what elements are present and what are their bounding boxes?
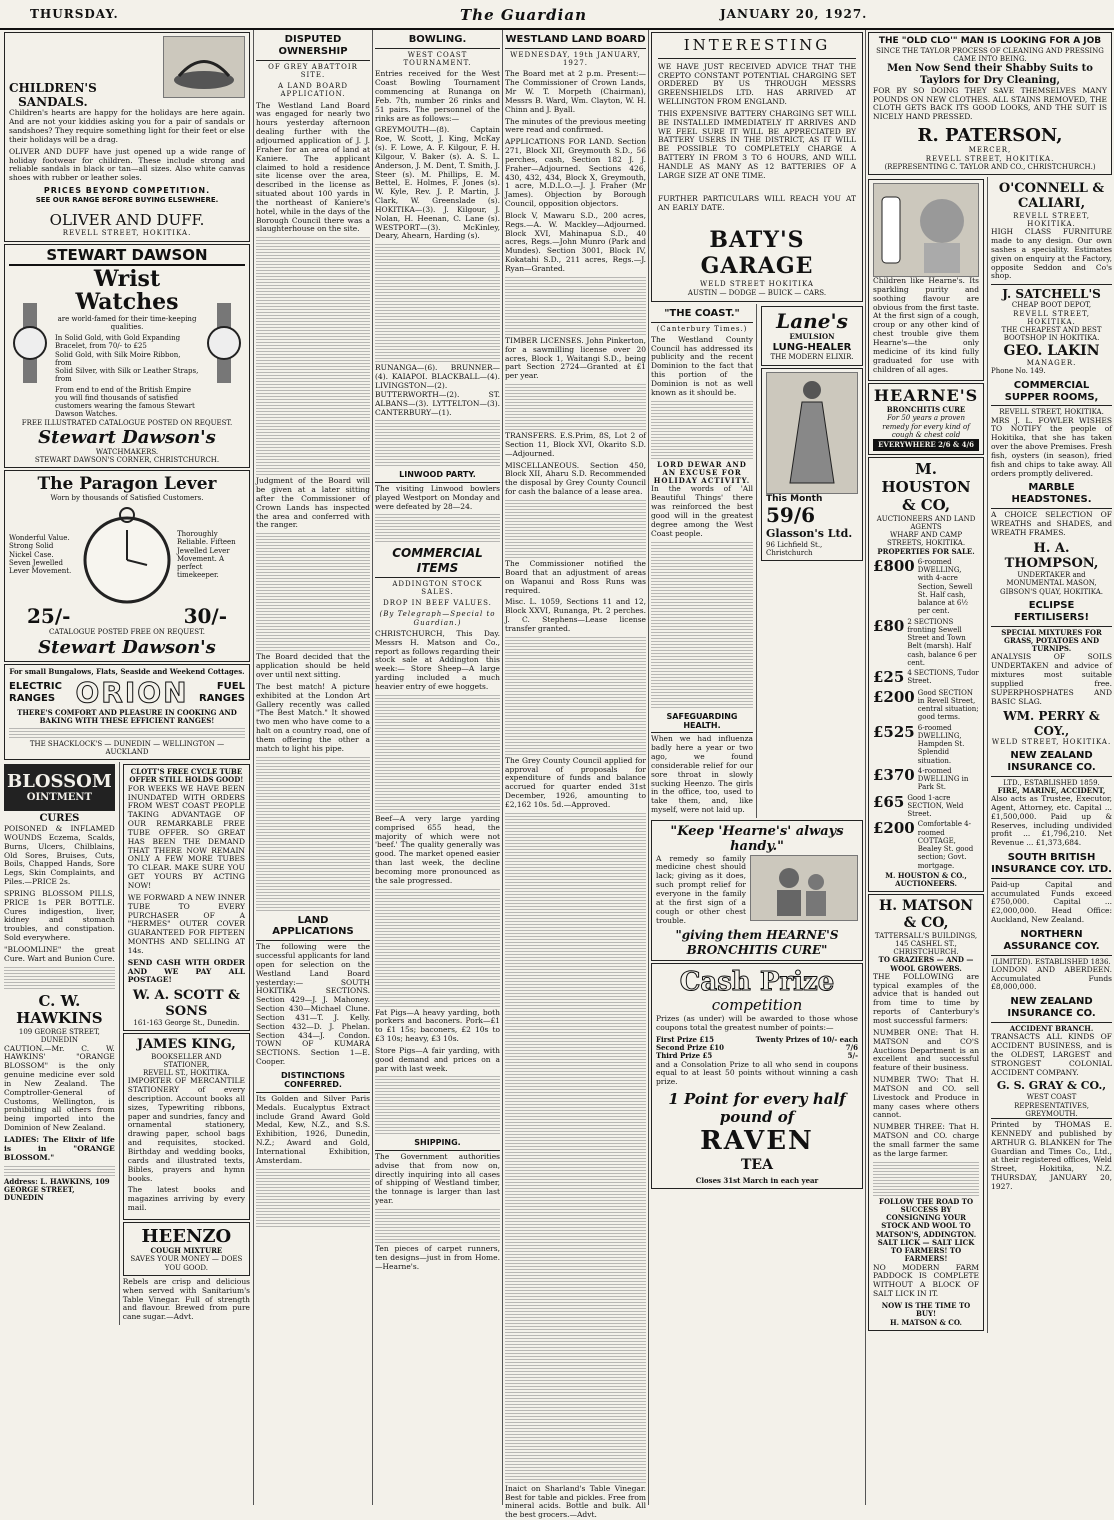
oc-name: O'CONNELL & CALIARI, [998, 181, 1105, 212]
property-price: £800 [873, 556, 915, 575]
paterson-rep: (REPRESENTING C. TAYLOR AND CO., CHRISTCHURCH.) [884, 162, 1096, 171]
masthead-paper: The Guardian [460, 6, 587, 24]
children-price: PRICES BEYOND COMPETITION. [43, 186, 211, 196]
watch-icon-2 [203, 303, 245, 383]
matson-name: H. MATSON & CO, [878, 898, 974, 931]
property-item [873, 558, 979, 616]
matson-p3: NUMBER TWO: That H. MATSON and CO. sell Livestock and Produce in many cases where others cannot. [873, 1075, 980, 1120]
column-4 [505, 30, 646, 1520]
houston-address: WHARF AND CAMP STREETS, HOKITIKA. [886, 531, 966, 548]
bowling-head: BOWLING. [375, 34, 500, 49]
sd-line-1: In Solid Gold, with Gold Expanding Bracelet, from 70/- to £25 [55, 334, 181, 351]
satchell-sub: CHEAP BOOT DEPOT, [1011, 301, 1092, 310]
baty-garage: BATY'S GARAGE [700, 227, 814, 280]
commercial-head: COMMERCIAL ITEMS [375, 546, 500, 577]
coast-p2: LORD DEWAR AND AN EXCUSE FOR HOLIDAY ACTIVITY. [653, 459, 751, 486]
column-2-inner [119, 762, 250, 1325]
lane-glasson-column [761, 304, 863, 818]
sd-line-3: Solid Silver, with Silk or Leather Straps, from [55, 367, 199, 384]
land-head: LAND APPLICATIONS [256, 915, 370, 942]
ladies: LADIES: The Elixir of life is in "ORANGE BLOSSOM." [4, 1135, 115, 1162]
raven-vinegar-note: Inaict on Sharland's Table Vinegar. Best for table and pickles. Free from mineral acids. Bottle and bulk. All the best grocers.—Advt. [505, 1483, 646, 1520]
gray-name: G. S. GRAY & CO., [996, 1079, 1107, 1093]
glasson-price: 59/6 [766, 503, 816, 528]
disputed-p2: Judgment of the Board will be given at a later sitting after the Commissioner of Crown Lands has inspected the area and conferred with the ranger. [256, 476, 370, 530]
property-item [873, 767, 979, 792]
matson-p1: THE FOLLOWING are typical examples of the advice that is handed out from time to time by reports of Canterbury's most successful farmers: [873, 971, 980, 1025]
commercial-p4: Store Pigs—A fair yarding, with good demand and prices on a par with last week. [375, 1045, 500, 1073]
matson-p2: NUMBER ONE: That H. MATSON and CO'S Auctions Department is an excellent and successful feature of their business. [873, 1027, 980, 1073]
column-2 [256, 30, 370, 1505]
property-text: Good SECTION in Revell Street, central situation; good terms. [917, 688, 979, 722]
col3-foot: Ten pieces of carpet runners, ten designs—just in from Home.—Hearne's. [375, 1243, 500, 1271]
property-price: £25 [873, 668, 905, 687]
keep-head: "Keep 'Hearne's' always handy." [670, 823, 844, 855]
glasson-name: Glasson's Ltd. [766, 526, 853, 540]
lakin-name: GEO. LAKIN [1003, 342, 1100, 359]
pl-catalogue: CATALOGUE POSTED FREE ON REQUEST. [49, 628, 205, 637]
wlb-p7: MISCELLANEOUS. Section 450, Block XII, Aharu S.D. Recommended the disposal by Grey County Council for cash the balance of a lease area. [505, 460, 646, 497]
land-body: The following were the successful applicants for land open for selection on the Westland Land Board yesterday:— SOUTH HOKITIKA SECTIONS. Section 429—J. J. Mahoney. Section 430—Michael Clune. Section 431—T. J. Kelly. Section 432—D. J. Phelan. Section 434—J. Condon. TOWN OF KUMARA SECTIONS. Section 1—E. Cooper. [256, 942, 370, 1067]
linwood-head: LINWOOD PARTY. [375, 470, 500, 482]
property-item [873, 724, 979, 765]
property-text: 4 SECTIONS, Tudor Street. [907, 669, 979, 686]
second-prize: Second Prize £10 [656, 1043, 724, 1052]
property-text: 6-roomed DWELLING, with 4-acre Section, Sewell St. Half cash, balance at 6½ per cent. [917, 557, 973, 616]
bowling-more: RUNANGA—(6). BRUNNER—(4). KAIAPOI. BLACKBALL—(4). LIVINGSTON—(2). BUTTERWORTH—(2). ST. ALBANS—(3). LYTTELTON—(3). CANTERBURY—(1). [375, 363, 500, 417]
property-text: 2 SECTIONS fronting Sewell Street and Town Belt (marsh). Half cash, balance 6 per cent. [907, 617, 977, 667]
distinctions-head: DISTINCTIONS CONFERRED. [256, 1071, 370, 1093]
paterson-mercer: MERCER, [968, 146, 1012, 155]
nzins2-head: NEW ZEALAND INSURANCE CO. [991, 996, 1112, 1023]
blossom-body: POISONED & INFLAMED WOUNDS Eczema, Scalds, Burns, Ulcers, Chilblains, Old Sores, Bruises, Cuts, Boils, Chapped Hands, Sore Legs, Skin Complaints, and Piles.—PRICE 2s. [4, 824, 115, 887]
heenzo-sub: COUGH MIXTURE [150, 1246, 223, 1256]
wlb-p6: TRANSFERS. E.S.Prim, 8S, Lot 2 of Section 11, Block XVI, Okarito S.D.—Adjourned. [505, 431, 646, 458]
keep-body: A remedy so family medicine chest should lack; giving as it does, such prompt relief for everyone in the family at the first sign of a cough or other chest trouble. [656, 853, 746, 925]
property-item [873, 820, 979, 870]
commercial-sub-2: DROP IN BEEF VALUES. [383, 599, 492, 608]
interesting-ad [651, 32, 863, 302]
nzins-head: NEW ZEALAND INSURANCE CO. [991, 750, 1112, 777]
hawkins-body: CAUTION.—Mr. C. W. HAWKINS' "ORANGE BLOSSOM" is the only genuine medicine ever sold in New Zealand. The Comptroller-General of Customs, Wellington, is prohibiting all others from being imported into the Dominion of New Zealand. [4, 1043, 115, 1133]
wlb-p2: The minutes of the previous meeting were read and confirmed. [505, 116, 646, 135]
prize-5: 5/- [847, 1051, 858, 1061]
oliver-duff-address: REVELL STREET, HOKITIKA. [62, 229, 192, 238]
printed-line: Printed by THOMAS E. KENNEDY and published by ARTHUR G. BLANKEN for The Guardian and Times Co., Ltd., at their registered offices, Weld Street, Hokitika, N.Z. THURSDAY, JANUARY 20, 1927. [991, 1120, 1112, 1191]
column-1 [4, 30, 250, 1505]
cycle-tube-ad [123, 764, 250, 1031]
nzins-body: Also acts as Trustee, Executor, Agent, Attorney, etc. Capital ... £1,500,000. Paid up & Reserves, including undivided profit ... £1,796,210. Net Revenue ... £1,373,684. [991, 794, 1112, 848]
scott-name: W. A. SCOTT & SONS [132, 988, 240, 1019]
bowling-rinks: GREYMOUTH—(8). Captain Roe, W. Scott, J. King, McKay (s). F. Lowe, A. F. Kilgour, F. H. Kilgour, V. Baker (s). A. S. L. Anderson, J. M. Dent, T. Smith, J. Steer (s). M. Phillips, E. M. Bettel, E. Holmes, F. Jones (s). W. Kyle, Rev. J. P. Martin, J. Clark, W. Greenslade (s). HOKITIKA—(3). J. Kilgour, J. Nolan, H. Heenan, C. Lane (s). WESTPORT—(3). McKinley, Deary, Ahearn, Harding (s). [375, 125, 500, 241]
houston-foot: M. HOUSTON & CO., AUCTIONEERS. [885, 870, 967, 889]
interesting-head: INTERESTING [658, 37, 856, 59]
distinctions-body: Its Golden and Silver Paris Medals. Eucalyptus Extract include Grand Award Gold Medal, Kew, N.Z., and S.S. Exhibition, 1926, Dunedin, N.Z.; Award and Gold, International Exhibition, Amsterdam. [256, 1093, 370, 1165]
phone: Phone No. 149. [991, 367, 1046, 376]
property-item [873, 669, 979, 687]
cycle-p2: WE FORWARD A NEW INNER TUBE TO EVERY PURCHASER OF A "HERMES" OUTER COVER GUARANTEED FOR FIFTEEN MONTHS AND SELLING AT 14s. [127, 892, 245, 955]
baty-cars: AUSTIN — DODGE — BUICK — CARS. [687, 288, 827, 297]
orion-fuel: FUEL RANGES [198, 680, 245, 704]
wlb-head: WESTLAND LAND BOARD [505, 34, 646, 49]
property-item [873, 689, 979, 722]
consolation: and a Consolation Prize to all who send in coupons equal to at least 50 points without winning a cash prize. [656, 1059, 858, 1087]
heenzo-name: HEENZO [141, 1225, 232, 1247]
pl-left: Wonderful Value. Strong Solid Nickel Case. Seven Jewelled Lever Movement. [9, 534, 72, 576]
nzins-sub: LTD., ESTABLISHED 1859. [1003, 778, 1100, 787]
paterson-address: REVELL STREET, HOKITIKA. [925, 154, 1055, 163]
prize-7-6: 7/6 [845, 1043, 858, 1052]
cash-body: Prizes (as under) will be awarded to those whose coupons total the greatest number of points:— [656, 1014, 858, 1032]
houston-sale: PROPERTIES FOR SALE. [877, 546, 975, 556]
thompson-sub: UNDERTAKER and MONUMENTAL MASON, [1006, 571, 1097, 588]
property-price: £65 [873, 792, 905, 811]
blossom-ointment-ad [4, 764, 115, 811]
watch-icon [9, 303, 51, 383]
king-address: REVELL ST., HOKITIKA. [143, 1069, 230, 1077]
bloomline-body: "BLOOMLINE" the great Cure. Wart and Bunion Cure. [4, 945, 115, 963]
houston-sub: AUCTIONEERS AND LAND AGENTS [876, 514, 976, 531]
houston-name: M. HOUSTON & CO, [881, 460, 971, 514]
wlb-p1: The Board met at 2 p.m. Present:— The Commissioner of Crown Lands, Mr W. T. Morpeth (Chairman), Messrs B. Ward, Wm. Clayton, W. H. Chinn and J. Byall. [505, 69, 646, 114]
northern-body: LONDON AND ABERDEEN. Accumulated Funds £8,000,000. [991, 964, 1112, 992]
commercial-tel: (By Telegraph—Special to Guardian.) [379, 610, 496, 627]
pl-subtitle: Worn by thousands of Satisfied Customers. [50, 493, 204, 502]
marble-head: MARBLE HEADSTONES. [991, 482, 1112, 509]
children-subtitle: SANDALS. [18, 95, 88, 110]
pocket-watch-icon [77, 505, 177, 605]
perry-address: WELD STREET, HOKITIKA. [991, 737, 1112, 746]
sd-corner: STEWART DAWSON'S CORNER, CHRISTCHURCH. [34, 456, 220, 465]
column-6 [868, 30, 1112, 1505]
marble-body: A CHOICE SELECTION OF WREATHS and SHADES, and WREATH FRAMES. [991, 510, 1112, 537]
coast-column [651, 304, 757, 818]
scott-address: 161-163 George St., Dunedin. [133, 1018, 240, 1027]
blossom-name: BLOSSOM [7, 771, 112, 793]
sandal-icon [169, 42, 239, 92]
interesting-body-2: THIS EXPENSIVE BATTERY CHARGING SET WILL BE INSTALLED IMMEDIATELY IT ARRIVES AND WE FEEL SURE IT WILL BE APPRECIATED BY BATTERY USERS IN THE DISTRICT, AS IT WILL BE POSSIBLE TO COMPLETELY CHARGE A BATTERY IN FROM 3 TO 6 HOURS, AND WILL HANDLE AS MANY AS 12 BATTERIES OF A LARGE SIZE AT ONE TIME. [658, 108, 856, 180]
wlb-p5: TIMBER LICENSES. John Pinkerton, for a sawmilling license over 20 acres, Block 1, Waitangi S.D., being part Section 2724—Granted at £1 per year. [505, 335, 646, 381]
old-clo-ad [868, 32, 1112, 175]
children-body-2: OLIVER AND DUFF have just opened up a wide range of holiday footwear for children. These include strong and reliable sandals in black or tan—all sizes. Also white canvas shoes with rubber or leather soles. [9, 146, 245, 183]
cycle-body: FOR WEEKS WE HAVE BEEN INUNDATED WITH ORDERS FROM WEST COAST PEOPLE TAKING ADVANTAGE OF OUR REMARKABLE FREE TUBE OFFER. SO GREAT HAS BEEN THE DEMAND THAT THERE NOW REMAIN ONLY A FEW MORE TUBES TO CLEAR. MAKE SURE YOU GET YOURS BY ACTING NOW! [127, 783, 245, 890]
orion-foot: THE SHACKLOCK'S — DUNEDIN — WELLINGTON — AUCKLAND [29, 739, 225, 756]
commercial-p2: Beef—A very large yarding comprised 655 head, the majority of which were not 'beef.' The quality generally was good. The market opened easier than last week, the decline becoming more pronounced as the sale progressed. [375, 813, 500, 885]
orion-ranges-ad [4, 664, 250, 760]
king-name: JAMES KING, [136, 1037, 236, 1053]
children-body: Children's hearts are happy for the holidays are here again. And are not your kiddies asking you for a pair of sandals or sandshoes? They require something light for their feet or else their holidays will be a drag. [9, 108, 245, 144]
matson-graziers: TO GRAZIERS — AND — WOOL GROWERS. [878, 955, 974, 973]
twenty-prizes: Twenty Prizes of 10/- each [755, 1034, 858, 1044]
first-prize: First Prize £15 [656, 1034, 715, 1044]
pl-price-2: 30/- [183, 603, 227, 628]
coast-p3: In the words of 'All Beautiful Things' there was reinforced the best good will in the greatest degree among the West Coast people. [651, 484, 753, 538]
baty-address: WELD STREET HOKITIKA [700, 280, 814, 289]
property-text: Good 1-acre SECTION, Weld Street. [907, 793, 964, 819]
commercial-p3: Fat Pigs—A heavy yarding, both porkers and baconers. Pork—£1 to £1 15s; baconers, £2 10s to £3 10s; heavy, £3 10s. [375, 1007, 500, 1044]
oldclo-sub: SINCE THE TAYLOR PROCESS OF CLEANING AND PRESSING CAME INTO BEING. [876, 46, 1104, 63]
property-item [873, 618, 979, 668]
pl-price-1: 25/- [27, 603, 71, 628]
coast-sub: (Canterbury Times.) [656, 324, 748, 333]
third-prize: Third Prize £5 [656, 1051, 713, 1061]
sd-head: STEWART DAWSON [9, 247, 245, 267]
competition-head: competition [711, 996, 803, 1015]
lane-name: Lane's [776, 308, 848, 333]
pl-title: The Paragon Lever [37, 473, 217, 494]
hearnes-children-ad [868, 179, 984, 381]
lakin-sub: MANAGER. [1026, 359, 1077, 368]
pl-right: Thoroughly Reliable. Fifteen Jewelled Lever Movement. A perfect timekeeper. [177, 530, 236, 580]
oldclo-body: Men Now Send their Shabby Suits to Taylors for Dry Cleaning, [887, 63, 1093, 86]
children-sandals-ad [4, 32, 250, 242]
nzins-fire: FIRE, MARINE, ACCIDENT, [997, 785, 1106, 795]
lane-foot: THE MODERN ELIXIR. [770, 353, 854, 362]
column-5 [651, 30, 863, 1505]
family-icon [764, 860, 844, 916]
cycle-head: CLOTT'S FREE CYCLE TUBE OFFER STILL HOLDS GOOD! [129, 767, 244, 785]
property-text: 4-roomed DWELLING in Park St. [917, 766, 969, 792]
coast-p1: The Westland County Council has addressed its publicity and the recent Dominion to the fact that this portion of the Dominion is not as well known as it should be. [651, 334, 753, 397]
satchell-address: REVELL STREET, HOKITIKA. [1013, 309, 1090, 326]
coast-head: "THE COAST." [651, 308, 753, 323]
salt-lick: SALT LICK — SALT LICK [877, 1237, 975, 1247]
family-illustration [750, 855, 858, 921]
stewart-dawson-watch-ad [4, 244, 250, 468]
keep-hearnes-ad [651, 820, 863, 961]
accident-head: ACCIDENT BRANCH. [1009, 1023, 1094, 1033]
child-illustration [873, 183, 979, 277]
heenzo-ad [123, 1222, 250, 1276]
sd-catalogue: FREE ILLUSTRATED CATALOGUE POSTED ON REQUEST. [21, 418, 233, 427]
bowling-p1: Entries received for the West Coast Bowling Tournament commencing at Runanga on Feb. 7th, number 26 rinks and 51 pairs. The personnel of the rinks are as follows:— [375, 69, 500, 123]
hawkins-name: C. W. HAWKINS [16, 991, 103, 1028]
masthead [0, 0, 1114, 30]
eclipse-sub: SPECIAL MIXTURES FOR GRASS, POTATOES AND TURNIPS. [1001, 627, 1102, 654]
csr-address: REVELL STREET, HOKITIKA. [999, 408, 1104, 417]
oldclo-head: THE "OLD CLO'" MAN IS LOOKING FOR A JOB [878, 36, 1102, 46]
linwood-p: The visiting Linwood bowlers played Westport on Monday and were defeated by 28—24. [375, 483, 500, 511]
safe-p: When we had influenza badly here a year or two ago, we found considerable relief for our sore throat in slowly sucking Heenzo. The girls in the office, too, used to take them, and, like myself, were not laid up. [651, 734, 753, 815]
commercial-p1: CHRISTCHURCH, This Day. Messrs H. Matson and Co., report as follows regarding their stock sale at Addington this week:— Store Sheep—A large yarding included a much heavier entry of ewe hoggets. [375, 628, 500, 691]
wlb-p3: APPLICATIONS FOR LAND. Section 271, Block XII, Greymouth S.D., 56 perches, cash, Section 182 J. J. Fraher—Adjourned. Sections 426, 430, 432, 434, Block X, Greymouth, 1 acre, M.D.L.O.—J. J. Fraher (Mr James). Objection by Borough Council, opposition objectors. [505, 137, 646, 209]
spring-body: SPRING BLOSSOM PILLS, PRICE 1s PER BOTTLE. Cures indigestion, liver, kidney and stomach troubles, and constipation. Sold everywhere. [4, 888, 115, 943]
property-text: Comfortable 4-roomed COTTAGE, Bealey St. good section; Govt. mortgage. [917, 820, 974, 870]
oldclo-p: FOR BY SO DOING THEY SAVE THEMSELVES MANY POUNDS ON NEW CLOTHES. ALL STAINS REMOVED, THE CLOTH GETS BACK ITS GOOD LOOKS, AND THE SUIT IS NICELY HAND PRESSED. [873, 85, 1107, 122]
dress-icon [782, 378, 842, 488]
col6-right [987, 177, 1112, 1333]
sd-watchmakers: WATCHMAKERS. [95, 448, 159, 457]
wlb-date: WEDNESDAY, 19th JANUARY, 1927. [510, 50, 641, 68]
pl-signature: Stewart Dawson's [38, 636, 216, 658]
glasson-ad [761, 368, 863, 562]
csr-head: COMMERCIAL SUPPER ROOMS, [991, 380, 1112, 407]
thompson-address: GIBSON'S QUAY, HOKITIKA. [1000, 587, 1103, 596]
hearnes-bronchitis-ad [868, 383, 984, 455]
hearne-name: HEARNE'S [873, 386, 979, 406]
col6-left [868, 177, 984, 1333]
closes-line: Closes 31st March in each year [695, 1175, 819, 1185]
matson-ad [868, 894, 984, 1330]
matson-follow: FOLLOW THE ROAD TO SUCCESS BY CONSIGNING YOUR STOCK AND WOOL TO MATSON'S, ADDINGTON. [875, 1196, 977, 1239]
property-price: £200 [873, 687, 915, 706]
property-item [873, 794, 979, 819]
wlb-p4: Block V, Mawaru S.D., 200 acres, Regs.—A. W. Mackley—Adjourned. Block XVI, Mahinapua S.D., 40 acres, Regs.—John Munro (Park and Mundes). Section 3001, Block IV, Kokatahi S.D., 211 acres, Regs.—J. Ryan—Granted. [505, 210, 646, 274]
hearne-ad: For 50 years a proven remedy for every kind of cough & chest cold [882, 414, 970, 439]
disputed-p1: The Westland Land Board was engaged for nearly two hours yesterday afternoon dealing further with the adjourned application of J. J. Fraher for an area of land at Kaniere. The applicant claimed to hold a residence site license over the area, described in the license as situated about 100 yards in the northeast of Kaniere's hotel, while in the days of the Borough Council there was a slaughterhouse on the site. [256, 100, 370, 234]
paterson-name: R. PATERSON, [917, 125, 1063, 147]
wlb-p8: The Commissioner notified the Board that an adjustment of areas on Wapanui and Ross Runs was required. [505, 558, 646, 595]
children-see: SEE OUR RANGE BEFORE BUYING ELSEWHERE. [35, 195, 219, 204]
dress-illustration [766, 372, 858, 494]
accident-body: TRANSACTS ALL KINDS OF ACCIDENT BUSINESS, and is the OLDEST, LARGEST and STRONGEST COLONIAL ACCIDENT COMPANY. [991, 1032, 1112, 1077]
safe-head: SAFEGUARDING HEALTH. [651, 712, 753, 734]
sd-signature: Stewart Dawson's [38, 426, 216, 448]
sd-body: are world-famed for their time-keeping qualities. [57, 314, 197, 331]
king-body: IMPORTER OF MERCANTILE STATIONERY of every description. Account books all sizes, Typewriting ribbons, paper and sundries, fancy and ornamental stationery, drawing paper, school bags and requisites, stocked. Birthday and wedding books, cards and illustrated texts, Bibles, prayers and hymn books. [127, 1076, 245, 1183]
blossom-cures: CURES [39, 813, 80, 825]
property-text: 6-roomed DWELLING, Hampden St. Splendid situation. [917, 723, 965, 765]
cash-prize-ad [651, 963, 863, 1189]
oc-body: HIGH CLASS FURNITURE made to any design. Our own sashes a speciality. Estimates given on enquiry at the Factory, opposite Seddon and Co's shop. [991, 227, 1113, 281]
property-price: £200 [873, 819, 915, 838]
paragon-lever-ad [4, 470, 250, 662]
property-price: £370 [873, 765, 915, 784]
masthead-day: THURSDAY. [30, 7, 119, 21]
masthead-date: JANUARY 20, 1927. [720, 7, 868, 21]
southbrit-body: Paid-up Capital and accumulated Funds exceed £750,000. Capital ... £2,000,000. Head Office: Auckland, New Zealand. [991, 879, 1112, 925]
orion-electric: ELECTRIC RANGES [9, 680, 62, 704]
column-3 [375, 30, 500, 1505]
hawkins-address: 109 GEORGE STREET, DUNEDIN [18, 1028, 100, 1045]
hearne-sub: BRONCHITIS CURE [886, 405, 966, 415]
king-foot: The latest books and magazines arriving by every mail. [127, 1185, 245, 1213]
disputed-sub: OF GREY ABATTOIR SITE. [268, 62, 358, 79]
picture-para: The best match! A picture exhibited at the London Art Gallery recently was called "The Best Match." It showed two men who have come to a halt on a country road, one of them offering the other a match to light his pipe. [256, 681, 370, 753]
sandal-illustration [163, 36, 245, 98]
giving-head: "giving them HEARNE'S BRONCHITIS CURE" [675, 928, 839, 957]
matson-sub: TATTERSALL'S BUILDINGS, 145 CASHEL ST., CHRISTCHURCH. [874, 931, 978, 956]
now-buy: NOW IS THE TIME TO BUY! [881, 1301, 971, 1319]
cash-prize-head: Cash Prize [679, 966, 835, 997]
sd-line-4: From end to end of the British Empire you will find thousands of satisfied customers wearing the famous Stewart Dawson Watches. [55, 385, 195, 419]
children-title: CHILDREN'S [9, 81, 97, 95]
gray-sub: WEST COAST REPRESENTATIVES, GREYMOUTH. [1014, 1093, 1089, 1118]
tea-name: TEA [741, 1157, 773, 1174]
perry-name: WM. PERRY & COY., [1003, 709, 1100, 738]
csr-body: MRS J. L. FOWLER WISHES TO NOTIFY the people of Hokitika, that she has taken over the above Premises. Fresh fish, oysters (in season), fried fish and chips to take away. All orders promptly delivered. [991, 415, 1112, 478]
matson-foot: H. MATSON & CO. [890, 1317, 962, 1327]
hearne-body: Children like Hearne's. Its sparkling purity and soothing flavour are obvious from the first taste. At the first sign of a cough, croup or any other kind of chest trouble give them Hearne's—the only medicine of its kind fully graduated for use with children of all ages. [873, 276, 980, 374]
shipping-p: The Government authorities advise that from now on, directly inquiring into all cases of shipping of Westland timber, the tonnage is larger than last year. [375, 1151, 500, 1206]
interesting-more: FURTHER PARTICULARS WILL REACH YOU AT AN EARLY DATE. [658, 193, 856, 212]
eclipse-head: ECLIPSE FERTILISERS! [991, 600, 1112, 627]
col2-foot: Rebels are crisp and delicious when served with Sanitarium's Table Vinegar. Full of strength and flavour. Brewed from pure cane sugar.—Advt. [122, 1276, 250, 1322]
interesting-body: WE HAVE JUST RECEIVED ADVICE THAT THE CREPTO CONSTANT POTENTIAL CHARGING SET ORDERED BY US THROUGH MESSRS GREENSHIELDS LTD. HAS ARRIVED AT WELLINGTON FROM ENGLAND. [658, 61, 856, 107]
bowling-sub: WEST COAST TOURNAMENT. [403, 50, 472, 68]
property-price: £525 [873, 722, 915, 741]
blossom-ointment: OINTMENT [26, 792, 92, 804]
hawkins-foot: Address: L. HAWKINS, 109 GEORGE STREET, DUNEDIN [4, 1176, 110, 1203]
point-line: 1 Point for every half pound of [668, 1090, 846, 1126]
farmers: TO FARMERS! TO FARMERS! [890, 1246, 962, 1264]
sd-line-2: Solid Gold, with Silk Moire Ribbon, from [55, 350, 181, 367]
northern-sub: (LIMITED). ESTABLISHED 1836. [992, 957, 1111, 966]
orion-body: THERE'S COMFORT AND PLEASURE IN COOKING AND BAKING WITH THESE EFFICIENT RANGES! [17, 708, 237, 726]
wlb-p9: Misc. L. 1059, Sections 11 and 12, Block XXVI, Runanga, Pt. 2 perches. J. C. Stephens—Lease license transfer granted. [505, 597, 646, 633]
cycle-p3: SEND CASH WITH ORDER AND WE PAY ALL POSTAGE! [127, 957, 245, 985]
matson-p4: NUMBER THREE: That H. MATSON and CO. charge the small farmer the same as the large farmer. [873, 1122, 980, 1158]
satchell-body: THE CHEAPEST AND BEST BOOTSHOP IN HOKITIKA. [1001, 326, 1102, 343]
southbrit-head: SOUTH BRITISH INSURANCE COY. LTD. [991, 852, 1112, 879]
child-icon [876, 187, 976, 273]
property-list [873, 558, 979, 870]
sd-title: Wrist Watches [75, 266, 179, 316]
farm-body: NO MODERN FARM PADDOCK IS COMPLETE WITHOUT A BLOCK OF SALT LICK IN IT. [873, 1262, 980, 1299]
wlb-p10: The Grey County Council applied for approval of proposals for expenditure of funds and balance accrued for quarter ended 31st December, 1926, amounting to £2,162 10s. 5d.—Approved. [505, 755, 646, 809]
lane-cure: LUNG-HEALER [772, 341, 852, 353]
raven-name: RAVEN [700, 1126, 814, 1157]
satchell-name: J. SATCHELL'S [991, 284, 1112, 301]
lane-sub: EMULSION [789, 332, 835, 342]
heenzo-small: SAVES YOUR MONEY — DOES YOU GOOD. [130, 1255, 243, 1272]
hearne-everywhere: EVERYWHERE 2/6 & 4/6 [873, 439, 979, 451]
disputed-p3: The Board decided that the application should be held over until next sitting. [256, 652, 370, 679]
houston-ad [868, 457, 984, 892]
disputed-sub-2: A LAND BOARD APPLICATION. [278, 82, 348, 99]
glasson-month: This Month [766, 493, 823, 504]
northern-head: NORTHERN ASSURANCE COY. [991, 929, 1112, 956]
shipping-head: SHIPPING. [375, 1138, 500, 1150]
thompson-name: H. A. THOMPSON, [1004, 540, 1099, 571]
james-king-ad [123, 1033, 250, 1220]
disputed-head: DISPUTED OWNERSHIP [256, 34, 370, 61]
king-sub: BOOKSELLER AND STATIONER, [151, 1052, 222, 1069]
commercial-sub: ADDINGTON STOCK SALES. [392, 579, 483, 596]
property-price: £80 [873, 616, 905, 635]
oliver-duff-name: OLIVER AND DUFF. [49, 210, 205, 229]
oc-address: REVELL STREET, HOKITIKA. [1013, 211, 1090, 228]
eclipse-body: ANALYSIS OF SOILS UNDERTAKEN and advice of mixtures most suitable supplied free. SUPERPHOSPHATES AND BASIC SLAG. [991, 652, 1112, 706]
glasson-address: 96 Lichfield St., Christchurch [766, 540, 823, 558]
orion-top: For small Bungalows, Flats, Seaside and Weekend Cottages. [9, 666, 245, 676]
orion-logo: ORION [75, 676, 189, 710]
lanes-emulsion-ad [761, 306, 863, 366]
